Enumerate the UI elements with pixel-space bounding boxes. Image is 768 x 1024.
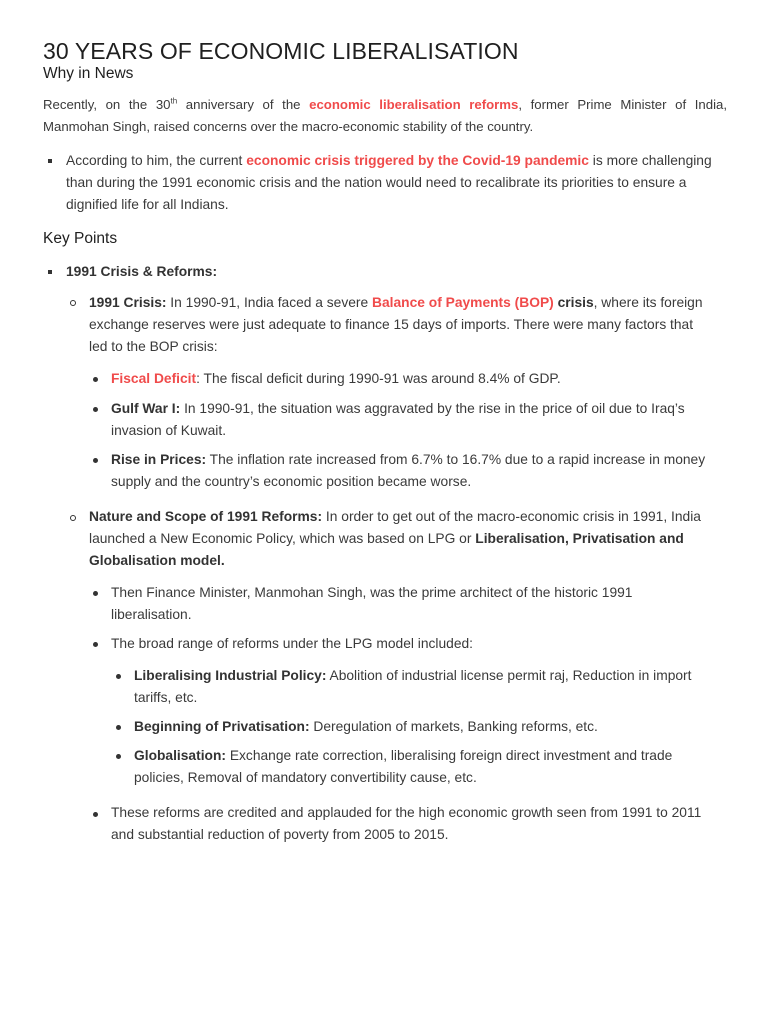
highlight-fiscal-deficit: Fiscal Deficit [111, 371, 197, 386]
liberalising-policy-text: Abolition of industrial license permit raj, Reduction in import tariffs, etc. [134, 668, 692, 705]
intro-text: Recently, on the 30 [43, 97, 171, 112]
privatisation-text: Deregulation of markets, Banking reforms, etc. [309, 719, 598, 734]
liberalising-policy-label: Liberalising Industrial Policy: [134, 668, 327, 683]
crisis-text: In 1990-91, India faced a severe [166, 295, 373, 310]
circle-bullet-icon [70, 300, 76, 306]
dot-bullet-icon [93, 407, 98, 412]
highlight-economic-liberalisation-reforms: economic liberalisation reforms [309, 97, 519, 112]
dot-bullet-icon [93, 812, 98, 817]
dot-bullet-icon [116, 725, 121, 730]
dot-bullet-icon [93, 377, 98, 382]
why-in-news-heading: Why in News [43, 65, 134, 82]
globalisation-item [134, 745, 709, 789]
intro-text: , former Prime Minister of India, Manmohan Singh, raised concerns over the macro-economic stability of the country. [43, 97, 728, 134]
rise-in-prices-item [111, 449, 721, 493]
highlight-covid-crisis: economic crisis triggered by the Covid-19 pandemic [246, 153, 589, 168]
crisis-bold: crisis [553, 295, 594, 310]
nature-scope-text: In order to get out of the macro-economic crisis in 1991, India launched a New Economic Policy, which was based on LPG or [89, 509, 701, 546]
crisis-item [89, 292, 709, 358]
privatisation-item [134, 716, 724, 738]
ordinal-superscript: th [170, 96, 178, 106]
crisis-reforms-label: 1991 Crisis & Reforms: [66, 264, 218, 279]
credited-item: These reforms are credited and applauded for the high economic growth seen from 1991 to 2011 and substantial reduction of poverty from 2005 to 2015. [111, 805, 702, 842]
rise-in-prices-text: The inflation rate increased from 6.7% to 16.7% due to a rapid increase in money supply and the country’s economic position became worse. [111, 452, 706, 489]
bullet-text: is more challenging than during the 1991 economic crisis and the nation would need to recalibrate its priorities to ensure a dignified life for all Indians. [66, 153, 712, 212]
crisis-label: 1991 Crisis: [89, 295, 167, 310]
dot-bullet-icon [93, 458, 98, 463]
fiscal-text: : The fiscal deficit during 1990-91 was around 8.4% of GDP. [196, 371, 561, 386]
liberalising-policy-item [134, 665, 724, 709]
key-points-heading: Key Points [43, 230, 118, 247]
dot-bullet-icon [116, 674, 121, 679]
intro-paragraph [43, 94, 727, 137]
lpg-model-bold: Liberalisation, Privatisation and Globalisation model. [89, 531, 684, 568]
broad-range-item: The broad range of reforms under the LPG model included: [111, 636, 473, 651]
dot-bullet-icon [116, 754, 121, 759]
finance-minister-item: Then Finance Minister, Manmohan Singh, was the prime architect of the historic 1991 liberalisation. [111, 585, 633, 622]
fiscal-deficit-item [111, 368, 721, 390]
square-bullet-icon [48, 270, 52, 274]
highlight-bop: Balance of Payments (BOP) [372, 295, 554, 310]
bullet-text: According to him, the current [66, 153, 247, 168]
dot-bullet-icon [93, 591, 98, 596]
why-bullet-text [66, 150, 726, 216]
key-point-label [66, 261, 726, 283]
crisis-text: , where its foreign exchange reserves were just adequate to finance 15 days of imports. There were many factors that led to the BOP crisis: [89, 295, 703, 354]
dot-bullet-icon [93, 642, 98, 647]
circle-bullet-icon [70, 515, 76, 521]
page-title: 30 YEARS OF ECONOMIC LIBERALISATION [43, 38, 519, 64]
rise-in-prices-label: Rise in Prices: [111, 452, 207, 467]
nature-scope-label: Nature and Scope of 1991 Reforms: [89, 509, 323, 524]
privatisation-label: Beginning of Privatisation: [134, 719, 310, 734]
intro-text: anniversary of the [177, 97, 310, 112]
gulf-war-item [111, 398, 721, 442]
globalisation-text: Exchange rate correction, liberalising foreign direct investment and trade policies, Removal of mandatory convertibility cause, etc. [134, 748, 673, 785]
gulf-war-text: In 1990-91, the situation was aggravated by the rise in the price of oil due to Iraq’s invasion of Kuwait. [111, 401, 685, 438]
globalisation-label: Globalisation: [134, 748, 226, 763]
gulf-war-label: Gulf War I: [111, 401, 181, 416]
nature-scope-item [89, 506, 724, 572]
square-bullet-icon [48, 159, 52, 163]
